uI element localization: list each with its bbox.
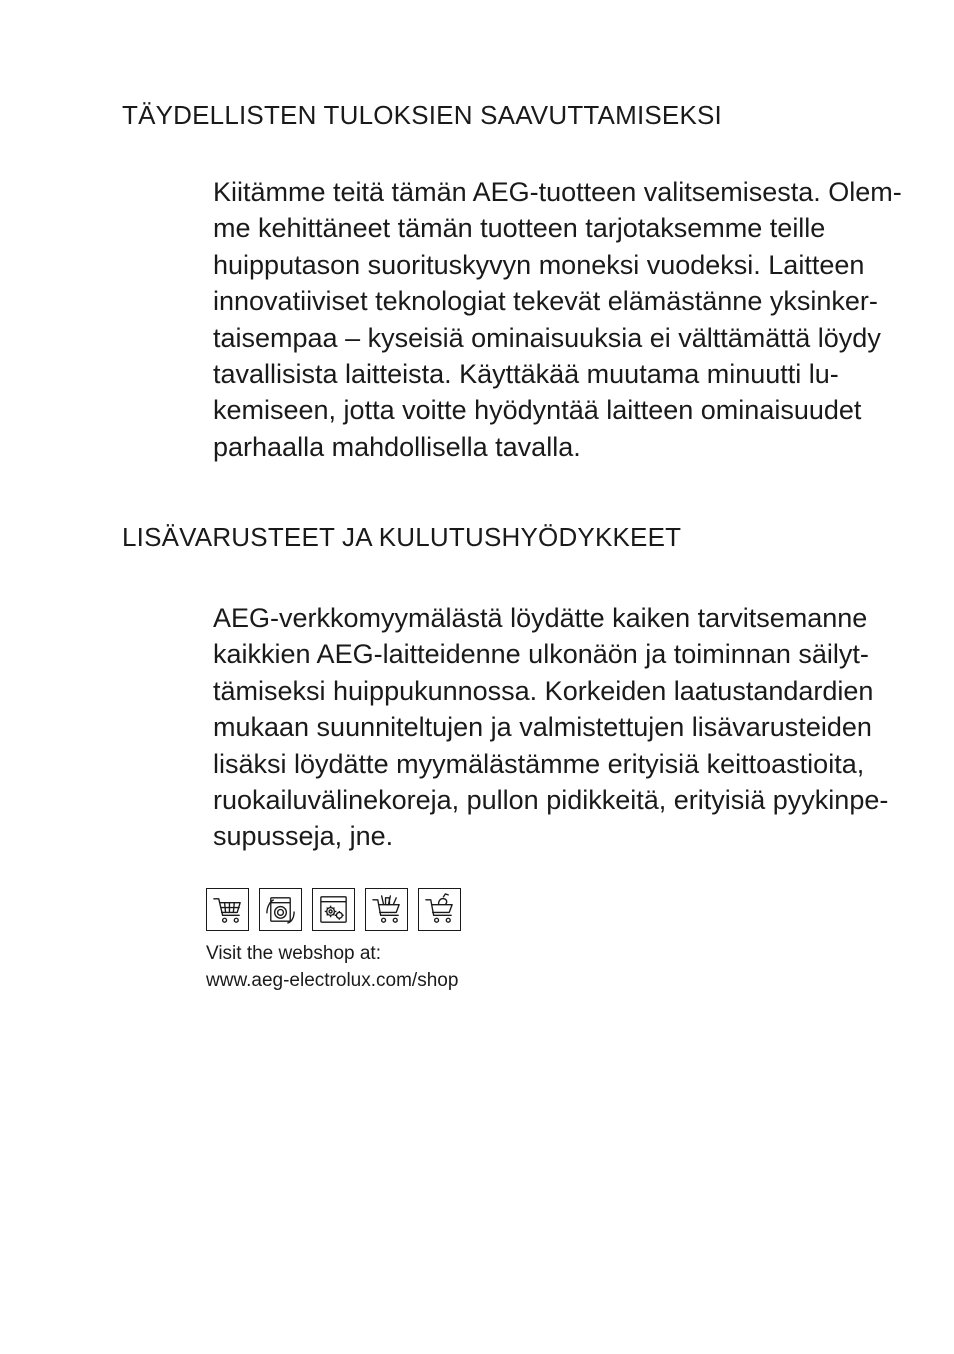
webshop-label: Visit the webshop at: (206, 943, 381, 964)
paragraph-line: kemiseen, jotta voitte hyödyntää laitteen ominaisuudet (213, 395, 862, 426)
paragraph-line: tavallisista laitteista. Käyttäkää muutama minuutti lu- (213, 359, 839, 390)
cart-accessories-icon (365, 888, 408, 931)
section-heading-accessories: LISÄVARUSTEET JA KULUTUSHYÖDYKKEET (122, 522, 682, 552)
dishwasher-gear-icon (312, 888, 355, 931)
paragraph-line: tämiseksi huippukunnossa. Korkeiden laatustandardien (213, 675, 874, 706)
webshop-icons (206, 888, 461, 931)
paragraph-line: taisempaa – kyseisiä ominaisuuksia ei välttämättä löydy (213, 322, 881, 353)
section-heading-results: TÄYDELLISTEN TULOKSIEN SAAVUTTAMISEKSI (122, 100, 722, 130)
paragraph-line: AEG-verkkomyymälästä löydätte kaiken tarvitsemanne (213, 603, 868, 633)
paragraph-line: mukaan suunniteltujen ja valmistettujen lisävarusteiden (213, 712, 872, 743)
shopping-cart-icon (206, 888, 249, 931)
paragraph-line: Kiitämme teitä tämän AEG-tuotteen valitsemisesta. Olem- (213, 177, 902, 207)
paragraph-line: ruokailuvälinekoreja, pullon pidikkeitä, erityisiä pyykinpe- (213, 785, 889, 816)
paragraph-line: supusseja, jne. (213, 821, 394, 852)
paragraph-line: innovatiiviset teknologiat tekevät elämästänne yksinker- (213, 286, 878, 317)
paragraph-line: huipputason suorituskyvyn moneksi vuodeksi. Laitteen (213, 249, 865, 280)
paragraph-line: lisäksi löydätte myymälästämme erityisiä keittoastioita, (213, 748, 865, 779)
paragraph-line: parhaalla mahdollisella tavalla. (213, 431, 581, 462)
paragraph-line: kaikkien AEG-laitteidenne ulkonäön ja toiminnan säilyt- (213, 639, 869, 670)
webshop-url-link[interactable]: www.aeg-electrolux.com/shop (206, 970, 459, 991)
intro-paragraph (213, 174, 903, 465)
washing-machine-care-icon (259, 888, 302, 931)
cart-cleaning-icon (418, 888, 461, 931)
accessories-paragraph (213, 600, 903, 855)
paragraph-line: me kehittäneet tämän tuotteen tarjotaksemme teille (213, 213, 826, 244)
webshop-info (206, 940, 458, 994)
